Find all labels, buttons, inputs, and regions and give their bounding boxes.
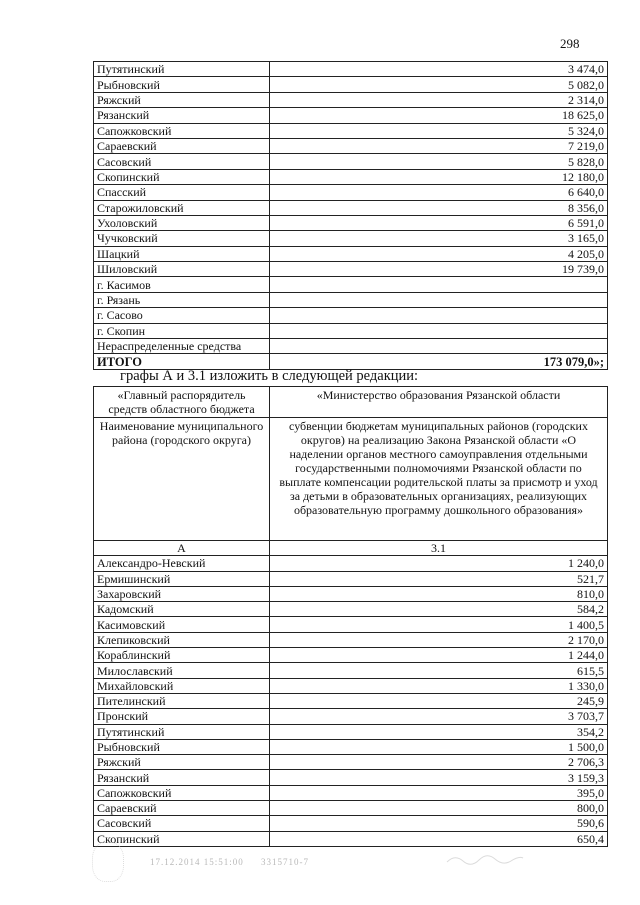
row-value <box>270 323 608 338</box>
table-row <box>94 709 608 724</box>
row-name: Ряжский <box>94 92 270 107</box>
row-value: 1 400,5 <box>270 617 608 632</box>
row-name: г. Касимов <box>94 277 270 292</box>
table-row <box>94 169 608 184</box>
table-row <box>94 215 608 230</box>
header-row-codes <box>94 541 608 556</box>
table-row <box>94 108 608 123</box>
row-name: Ухоловский <box>94 215 270 230</box>
table-row <box>94 816 608 831</box>
row-value: 2 706,3 <box>270 755 608 770</box>
page-number: 298 <box>560 36 580 51</box>
row-name: Путятинский <box>94 62 270 77</box>
row-name: Нераспределенные средства <box>94 339 270 354</box>
row-name: Сапожковский <box>94 123 270 138</box>
row-name: Михайловский <box>94 678 270 693</box>
row-name: Спасский <box>94 185 270 200</box>
table-row <box>94 663 608 678</box>
subsidy-description: субвенции бюджетам муниципальных районов (городских округов) на реализацию Закона Рязанской области «О наделении органов местного самоуправления отдельными государственными полномочиями Рязанской области по выплате компенсации родительской платы за присмотр и уход за детьми в образовательных организациях, реализующих образовательную программу дошкольного образования» <box>270 418 608 541</box>
row-value: 590,6 <box>270 816 608 831</box>
municipality-label: Наименование муниципального района (городского округа) <box>94 418 270 541</box>
table-row <box>94 262 608 277</box>
table-row <box>94 739 608 754</box>
footer-stamp-date: 17.12.2014 15:51:00 <box>150 857 244 867</box>
row-value: 615,5 <box>270 663 608 678</box>
row-value: 1 240,0 <box>270 556 608 571</box>
row-name: г. Сасово <box>94 308 270 323</box>
row-value: 584,2 <box>270 602 608 617</box>
row-value: 650,4 <box>270 831 608 846</box>
row-name: Рыбновский <box>94 77 270 92</box>
row-name: Сараевский <box>94 138 270 153</box>
table-row <box>94 246 608 261</box>
row-value: 19 739,0 <box>270 262 608 277</box>
row-value: 18 625,0 <box>270 108 608 123</box>
row-value: 810,0 <box>270 586 608 601</box>
table-row <box>94 617 608 632</box>
table-row <box>94 77 608 92</box>
row-value: 1 330,0 <box>270 678 608 693</box>
watermark-smudge <box>445 850 525 868</box>
row-name: Сапожковский <box>94 785 270 800</box>
row-name: Александро-Невский <box>94 556 270 571</box>
row-name: Старожиловский <box>94 200 270 215</box>
row-value: 2 314,0 <box>270 92 608 107</box>
top-table <box>93 61 608 370</box>
row-name: г. Скопин <box>94 323 270 338</box>
table-row <box>94 831 608 846</box>
table-row <box>94 556 608 571</box>
row-value: 5 324,0 <box>270 123 608 138</box>
table-row <box>94 92 608 107</box>
row-value: 2 170,0 <box>270 632 608 647</box>
row-name: Скопинский <box>94 831 270 846</box>
row-value <box>270 308 608 323</box>
row-value: 395,0 <box>270 785 608 800</box>
row-value <box>270 292 608 307</box>
header-row-description <box>94 418 608 541</box>
row-value: 5 082,0 <box>270 77 608 92</box>
row-name: Кадомский <box>94 602 270 617</box>
table-row <box>94 770 608 785</box>
row-name: Рязанский <box>94 770 270 785</box>
row-value: 6 591,0 <box>270 215 608 230</box>
table-row <box>94 277 608 292</box>
row-name: Рязанский <box>94 108 270 123</box>
row-name: Пителинский <box>94 693 270 708</box>
row-name: Клепиковский <box>94 632 270 647</box>
table-row <box>94 571 608 586</box>
main-distributor-value: «Министерство образования Рязанской области <box>270 387 608 418</box>
row-value: 5 828,0 <box>270 154 608 169</box>
seal-stamp-mark <box>92 842 124 882</box>
header-row-distributor <box>94 387 608 418</box>
table-row <box>94 154 608 169</box>
table-row <box>94 292 608 307</box>
row-value: 1 244,0 <box>270 648 608 663</box>
total-value: 173 079,0»; <box>270 354 608 369</box>
table-row <box>94 678 608 693</box>
row-name: Шиловский <box>94 262 270 277</box>
row-name: Милославский <box>94 663 270 678</box>
table-row <box>94 231 608 246</box>
row-value: 1 500,0 <box>270 739 608 754</box>
column-3-1-label: 3.1 <box>270 541 608 556</box>
row-value: 6 640,0 <box>270 185 608 200</box>
table-row <box>94 648 608 663</box>
table-row <box>94 123 608 138</box>
row-name: Рыбновский <box>94 739 270 754</box>
footer-stamp-code: 3315710-7 <box>261 857 310 867</box>
table-row <box>94 724 608 739</box>
table-row <box>94 200 608 215</box>
row-name: Путятинский <box>94 724 270 739</box>
table-row <box>94 602 608 617</box>
table-row <box>94 339 608 354</box>
row-value: 4 205,0 <box>270 246 608 261</box>
row-value: 7 219,0 <box>270 138 608 153</box>
row-value: 245,9 <box>270 693 608 708</box>
row-name: Ермишинский <box>94 571 270 586</box>
row-name: Касимовский <box>94 617 270 632</box>
row-name: Кораблинский <box>94 648 270 663</box>
row-value: 12 180,0 <box>270 169 608 184</box>
row-value: 354,2 <box>270 724 608 739</box>
row-value: 3 703,7 <box>270 709 608 724</box>
total-label: ИТОГО <box>94 354 270 369</box>
table-row <box>94 62 608 77</box>
main-distributor-label: «Главный распорядитель средств областного бюджета <box>94 387 270 418</box>
table-row <box>94 693 608 708</box>
table-row <box>94 785 608 800</box>
row-name: Захаровский <box>94 586 270 601</box>
row-name: Скопинский <box>94 169 270 184</box>
row-name: Сараевский <box>94 801 270 816</box>
table-row <box>94 138 608 153</box>
table-row <box>94 323 608 338</box>
row-name: Сасовский <box>94 816 270 831</box>
row-value: 3 165,0 <box>270 231 608 246</box>
row-value: 8 356,0 <box>270 200 608 215</box>
row-name: Чучковский <box>94 231 270 246</box>
row-value <box>270 277 608 292</box>
total-row <box>94 354 608 369</box>
row-value: 3 474,0 <box>270 62 608 77</box>
table-row <box>94 632 608 647</box>
top-table-body <box>94 62 608 370</box>
bottom-table-body <box>94 387 608 847</box>
row-value: 521,7 <box>270 571 608 586</box>
table-row <box>94 308 608 323</box>
table-row <box>94 755 608 770</box>
row-name: Пронский <box>94 709 270 724</box>
row-value: 800,0 <box>270 801 608 816</box>
table-row <box>94 586 608 601</box>
row-name: Сасовский <box>94 154 270 169</box>
row-value: 3 159,3 <box>270 770 608 785</box>
row-name: Шацкий <box>94 246 270 261</box>
column-a-label: А <box>94 541 270 556</box>
table-row <box>94 185 608 200</box>
table-row <box>94 801 608 816</box>
row-name: г. Рязань <box>94 292 270 307</box>
row-name: Ряжский <box>94 755 270 770</box>
row-value <box>270 339 608 354</box>
footer-stamp <box>150 857 323 867</box>
bottom-table <box>93 386 608 847</box>
section-heading: графы А и 3.1 изложить в следующей редакции: <box>120 368 419 384</box>
